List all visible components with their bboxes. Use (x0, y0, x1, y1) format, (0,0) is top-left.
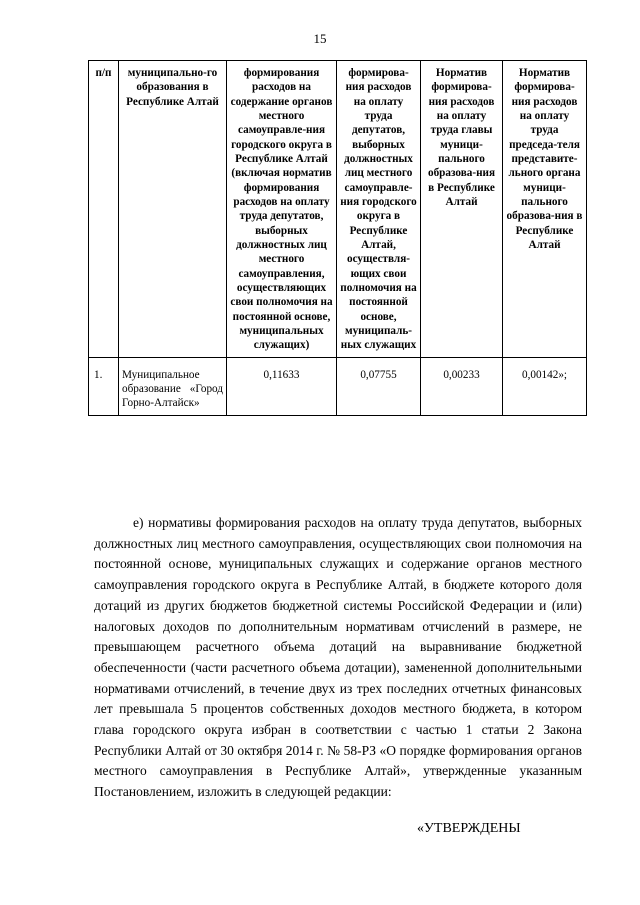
approved-heading: «УТВЕРЖДЕНЫ (417, 821, 521, 836)
header-num: п/п (89, 61, 119, 358)
page-number: 15 (313, 31, 327, 46)
body-paragraph: е) нормативы формирования расходов на оплату труда депутатов, выборных должностных лиц местного самоуправления, осуществляющих свои полномочия на постоянной основе, муниципальных служащих и содержание органов местного самоуправления городского округа в Республике Алтай, в бюджете которого доля дотаций из других бюджетов бюджетной системы Российской Федерации и (или) налоговых доходов по дополнительным нормативам отчислений в размере, не превышающем расчетного объема дотаций на выравнивание бюджетной обеспеченности (части расчетного объема дотации), замененной дополнительными нормативами отчислений, в течение двух из трех последних отчетных финансовых лет превышала 5 процентов собственных доходов местного бюджета, в котором глава городского округа избран в соответствии с частью 1 статьи 2 Закона Республики Алтай от 30 октября 2014 г. № 58-РЗ «О порядке формирования органов местного самоуправления в Республике Алтай», утвержденные указанным Постановлением, изложить в следующей редакции: (94, 515, 582, 800)
row-value-deputies: 0,07755 (337, 357, 421, 415)
header-deputies-norm: формирова-ния расходов на оплату труда депутатов, выборных должностных лиц местного самоуправле-ния городского округа в Республике Алтай, осуществля-ющих свои полномочия на постоянной основе, муниципаль-ных служащих (337, 61, 421, 358)
row-municipality: Муниципальное образование «Город Горно-Алтайск» (119, 357, 227, 415)
header-municipality: муниципально-го образования в Республике Алтай (119, 61, 227, 358)
header-total-norm: формирования расходов на содержание органов местного самоуправле-ния городского округа в Республике Алтай (включая норматив формирования расходов на оплату труда депутатов, выборных должностных лиц местного самоуправления, осуществляющих свои полномочия на постоянной основе, муниципальных служащих) (227, 61, 337, 358)
table-row (89, 357, 587, 415)
norms-table (88, 60, 587, 416)
header-head-norm: Норматив формирова-ния расходов на оплату труда главы муници-пального образова-ния в Республике Алтай (421, 61, 503, 358)
row-value-total: 0,11633 (227, 357, 337, 415)
header-chairman-norm: Норматив формирова-ния расходов на оплату труда председа-теля представите-льного органа муници-пального образова-ния в Республике Алтай (503, 61, 587, 358)
row-value-chairman: 0,00142»; (503, 357, 587, 415)
row-value-head: 0,00233 (421, 357, 503, 415)
table-header-row (89, 61, 587, 358)
row-num: 1. (89, 357, 119, 415)
